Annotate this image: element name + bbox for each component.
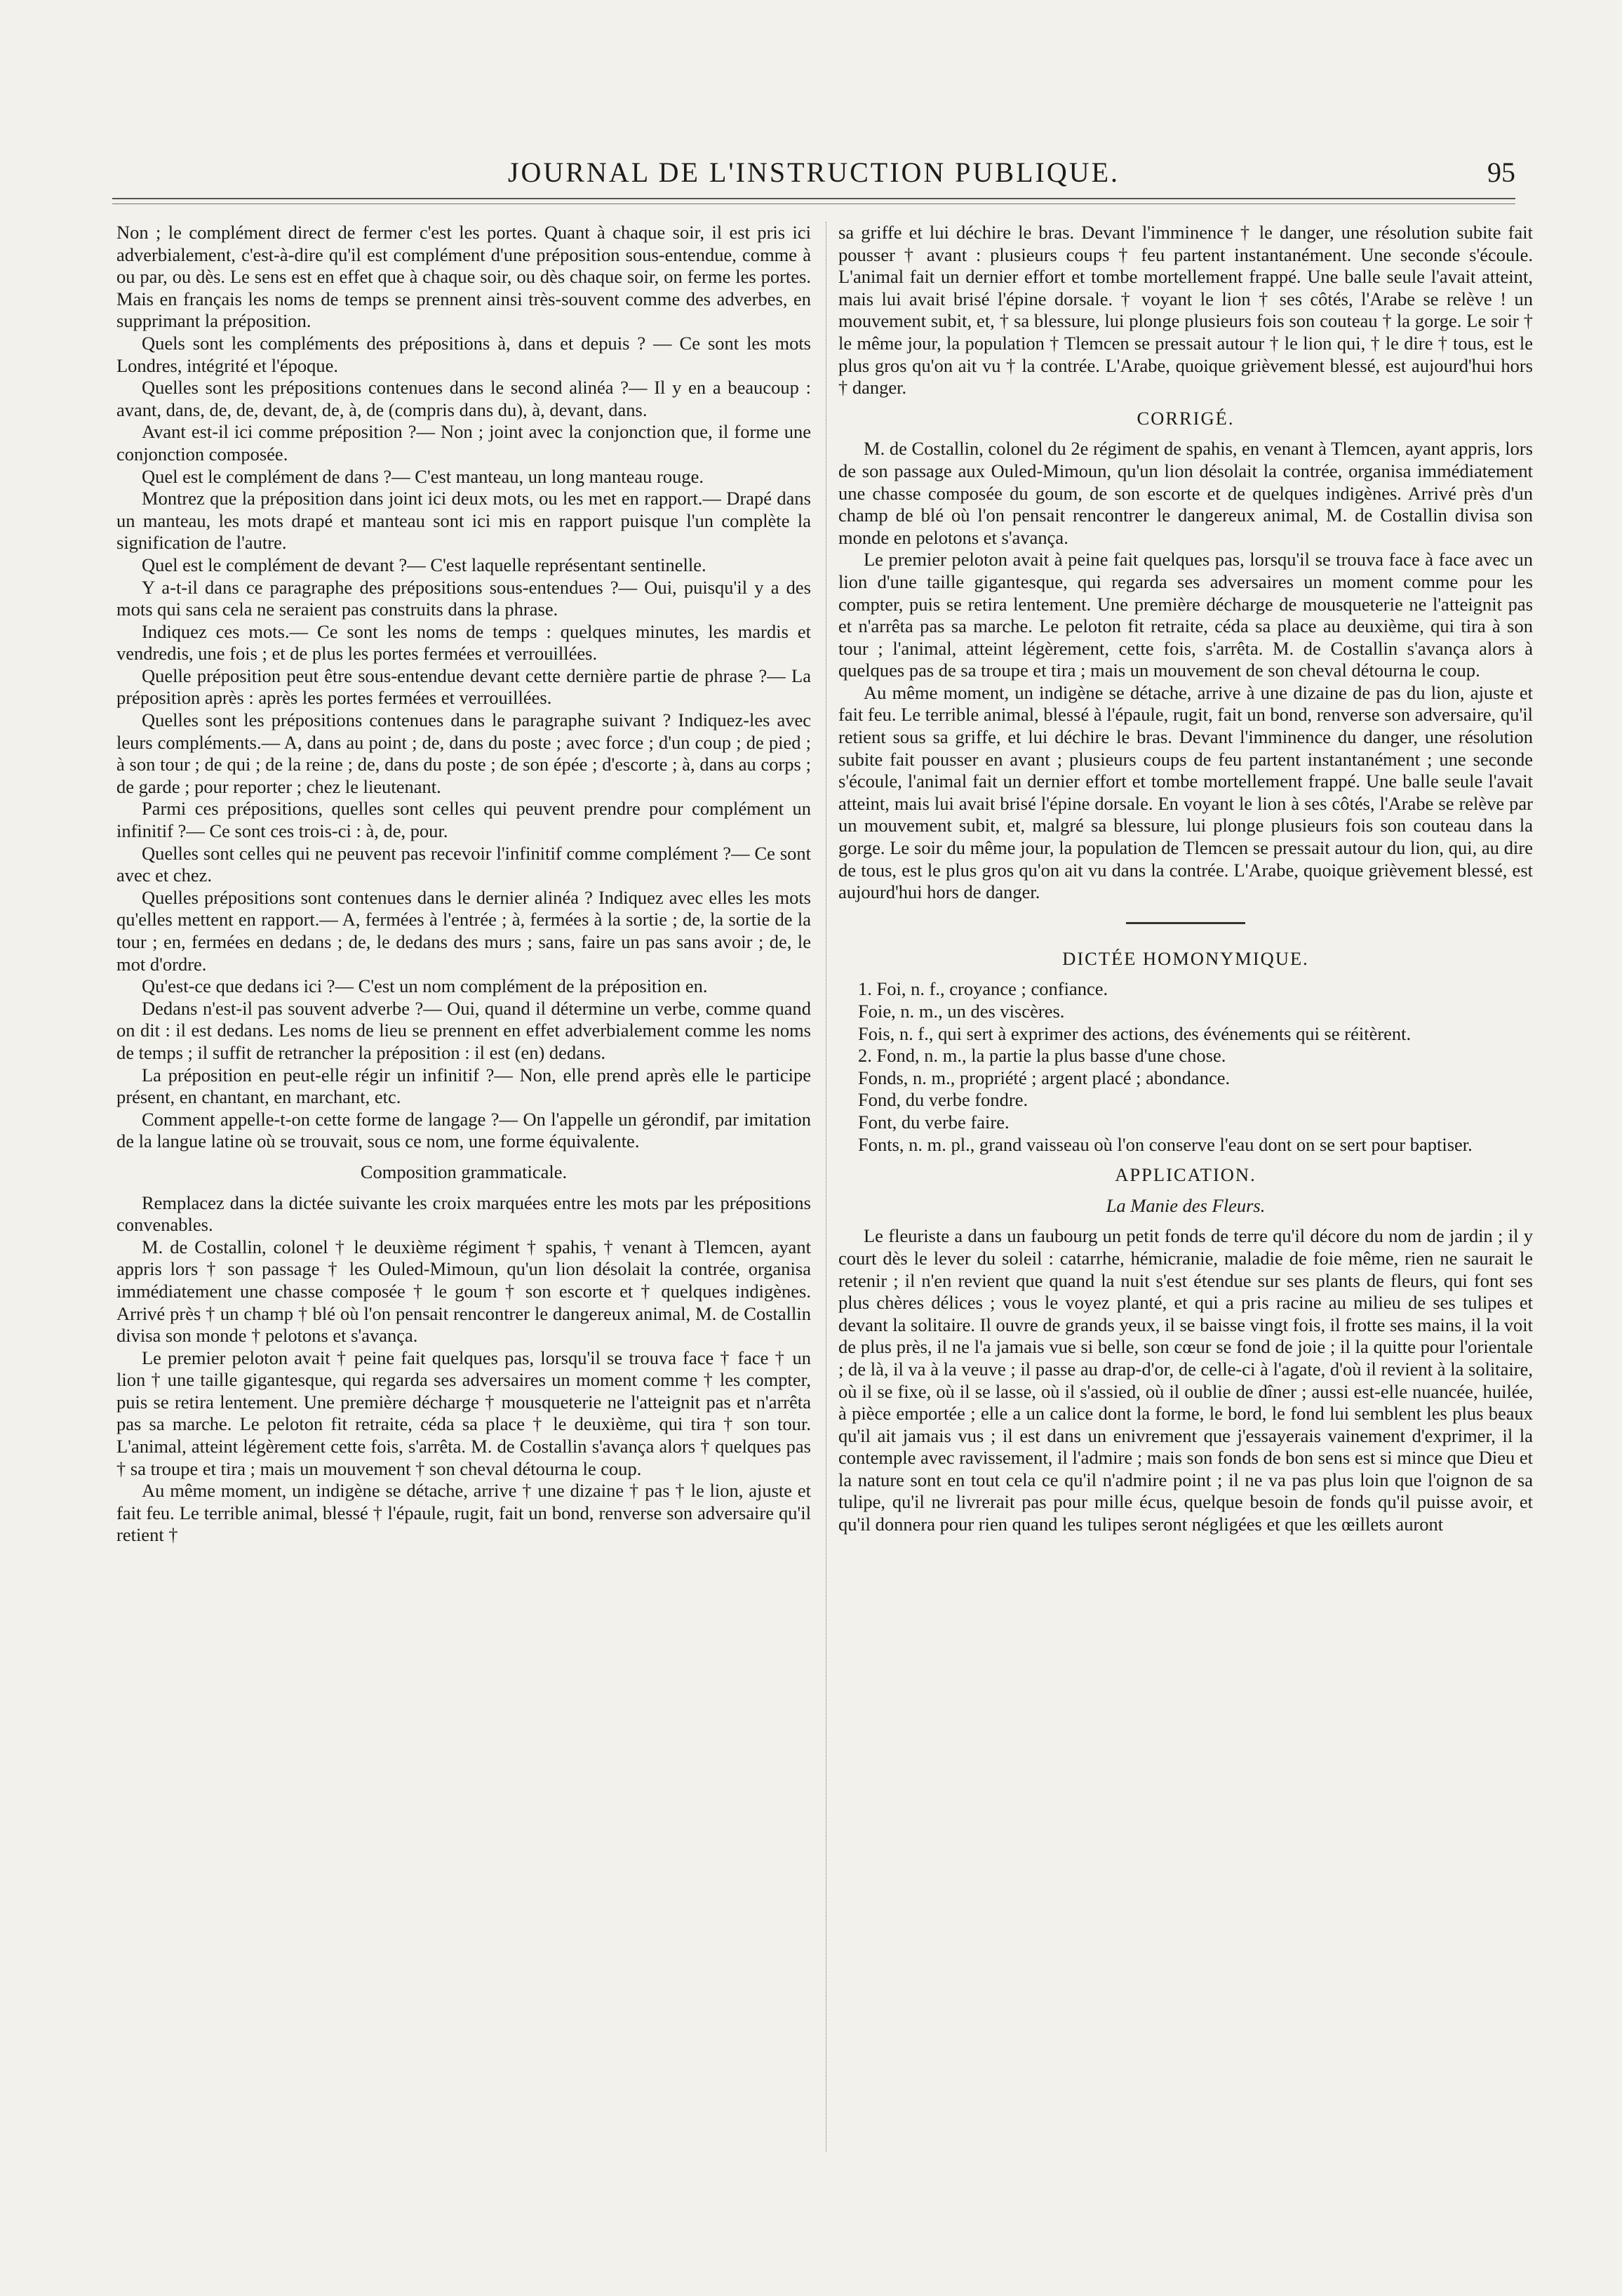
definition: Fond, du verbe fondre.	[858, 1089, 1028, 1111]
page-number: 95	[1487, 156, 1515, 188]
left-column	[116, 222, 811, 1547]
paragraph: Y a-t-il dans ce paragraphe des prépositions sous-entendues ?— Oui, puisqu'il y a des mots qui sans cela ne seraient pas construits dans la phrase.	[116, 576, 811, 620]
paragraph: Dedans n'est-il pas souvent adverbe ?— Oui, quand il détermine un verbe, comme quand on dit : il est dedans. Les noms de lieu se prennent en effet adverbialement comme les noms de temps ; il suffit de retrancher la préposition : il est (en) dedans.	[116, 997, 811, 1063]
paragraph: Quels sont les compléments des prépositions à, dans et depuis ? — Ce sont les mots Londres, intégrité et l'époque.	[116, 332, 811, 376]
paragraph: Quelle préposition peut être sous-entendue devant cette dernière partie de phrase ?— La préposition après : après les portes fermées et verrouillées.	[116, 665, 811, 709]
paragraph: Avant est-il ici comme préposition ?— Non ; joint avec la conjonction que, il forme une conjonction composée.	[116, 421, 811, 465]
section-heading: Composition grammaticale.	[360, 1161, 568, 1182]
paragraph: M. de Costallin, colonel du 2e régiment de spahis, en venant à Tlemcen, ayant appris, lors de son passage aux Ouled-Mimoun, qu'un lion désolait la contrée, organisa immédiatement une chasse composée du goum, de son escorte et de quelques indigènes. Arrivé près d'un champ de blé où l'on pensait rencontrer le dangereux animal, M. de Costallin divisa son monde en pelotons et s'avança.	[838, 438, 1533, 548]
paragraph: Remplacez dans la dictée suivante les croix marquées entre les mots par les prépositions convenables.	[116, 1192, 811, 1236]
paragraph: Le premier peloton avait à peine fait quelques pas, lorsqu'il se trouva face à face avec un lion d'une taille gigantesque, qui regarda ses adversaires un moment comme pour les compter, puis se retira lentement. Une première décharge de mousqueterie ne l'atteignit pas et n'arrêta pas sa marche. Le peloton fit retraite, céda sa place au deuxième, qui tira à son tour ; l'animal, atteint légèrement, cette fois, s'arrêta. M. de Costallin s'avança alors à quelques pas de sa troupe et tira ; mais un mouvement de son cheval détourna le coup.	[838, 549, 1533, 681]
section-divider	[1126, 922, 1245, 924]
journal-title: JOURNAL DE L'INSTRUCTION PUBLIQUE.	[507, 156, 1120, 188]
paragraph: Indiquez ces mots.— Ce sont les noms de temps : quelques minutes, les mardis et vendredis, une fois ; et de plus les portes fermées et verrouillées.	[116, 620, 811, 665]
paragraph: Non ; le complément direct de fermer c'est les portes. Quant à chaque soir, il est pris ici adverbialement, c'est-à-dire qu'il est complément d'une préposition sous-entendue, comme à ou par, ou dès. Le sens est en effet que à chaque soir, ou dès chaque soir, on ferme les portes. Mais en français les noms de temps se prennent ainsi très-souvent comme des adverbes, en supprimant la préposition.	[116, 222, 811, 332]
header-rule-thin	[112, 203, 1515, 204]
paragraph: Au même moment, un indigène se détache, arrive † une dizaine † pas † le lion, ajuste et fait feu. Le terrible animal, blessé † l'épaule, rugit, fait un bond, renverse son adversaire qu'il retient †	[116, 1480, 811, 1546]
definition: Fonts, n. m. pl., grand vaisseau où l'on conserve l'eau dont on se sert pour baptiser.	[858, 1133, 1473, 1155]
paragraph: Qu'est-ce que dedans ici ?— C'est un nom complément de la préposition en.	[142, 975, 708, 997]
paragraph: Au même moment, un indigène se détache, arrive à une dizaine de pas du lion, ajuste et fait feu. Le terrible animal, blessé à l'épaule, rugit, fait un bond, renverse son adversaire, qu'il retient sous sa griffe, et lui déchire le bras. Devant l'imminence du danger, une résolution subite fait pousser en avant ; plusieurs coups de feu partent instantanément ; une seconde s'écoule, l'animal fait un dernier effort et tombe mortellement frappé. Une balle seule l'avait atteint, mais lui avait brisé l'épine dorsale. En voyant le lion à ses côtés, l'Arabe se relève par un mouvement subit, et, malgré sa blessure, lui plonge plusieurs fois son couteau dans la gorge. Le soir du même jour, la population de Tlemcen se pressait autour du lion, qui, au dire de tous, est le plus gros qu'on ait vu dans la contrée. L'Arabe, quoique grièvement blessé, est aujourd'hui hors de danger.	[838, 681, 1533, 903]
definition: Fonds, n. m., propriété ; argent placé ; abondance.	[858, 1067, 1231, 1088]
right-column	[838, 222, 1533, 1536]
paragraph: Quel est le complément de devant ?— C'est laquelle représentant sentinelle.	[142, 554, 706, 575]
paragraph: Quelles sont celles qui ne peuvent pas recevoir l'infinitif comme complément ?— Ce sont avec et chez.	[116, 842, 811, 886]
definition: 1. Foi, n. f., croyance ; confiance.	[858, 978, 1108, 1000]
paragraph: M. de Costallin, colonel † le deuxième régiment † spahis, † venant à Tlemcen, ayant appris lors † son passage † les Ouled-Mimoun, qu'un lion désolait la contrée, organisa immédiatement une chasse composée † le goum † son escorte et † quelques indigènes. Arrivé près † un champ † blé où l'on pensait rencontrer le dangereux animal, M. de Costallin divisa son monde † pelotons et s'avança.	[116, 1236, 811, 1347]
subheading: La Manie des Fleurs.	[1106, 1194, 1266, 1216]
paragraph: Le fleuriste a dans un faubourg un petit fonds de terre qu'il décore du nom de jardin ; il y court dès le lever du soleil : catarrhe, hémicranie, maladie de foie même, rien ne saurait le retenir ; il n'en revient que quand la nuit s'est étendue sur ses plants de fleurs, qui font ses plus chères délices ; vous le voyez planté, et qui a pris racine au milieu de ses tulipes et devant la solitaire. Il ouvre de grands yeux, il se baisse vingt fois, il frotte ses mains, il la voit de plus près, il ne l'a jamais vue si belle, son cœur se fond de joie ; il la quitte pour l'orientale ; de là, il va à la veuve ; il passe au drap-d'or, de celle-ci à l'agate, d'où il revient à la solitaire, où il se fixe, où il se lasse, où il s'assied, où il oublie de dîner ; aussi est-elle nuancée, huilée, à pièce emportée ; elle a un calice dont la forme, le bord, le fond lui semblent les plus beaux qu'il ait jamais vus ; il est dans un enivrement que j'essayerais vainement d'exprimer, il la contemple avec ravissement, il l'admire ; mais son fonds de bon sens est si mince que Dieu et la nature sont en tout cela ce qu'il n'admire point ; il ne va pas plus loin que l'oignon de sa tulipe, qu'il ne livrerait pas pour mille écus, quelque besoin de fonds qu'il puisse avoir, et qu'il donnera pour rien quand les tulipes seront négligées et que les œillets auront	[838, 1225, 1533, 1535]
paragraph: Quelles sont les prépositions contenues dans le paragraphe suivant ? Indiquez-les avec leurs compléments.— A, dans au point ; de, dans du poste ; avec force ; d'un coup ; de pied ; à son tour ; de qui ; de la reine ; de, dans du poste ; de son épée ; d'escorte ; à, dans au corps ; de garde ; pour reporter ; chez le lieutenant.	[116, 709, 811, 797]
definition: Font, du verbe faire.	[858, 1111, 1010, 1133]
paragraph: Quel est le complément de dans ?— C'est manteau, un long manteau rouge.	[142, 465, 704, 487]
paragraph: Quelles sont les prépositions contenues dans le second alinéa ?— Il y en a beaucoup : avant, dans, de, de, devant, de, à, de (compris dans du), à, devant, dans.	[116, 377, 811, 420]
paragraph: Montrez que la préposition dans joint ici deux mots, ou les met en rapport.— Drapé dans un manteau, les mots drapé et manteau sont ici mis en rapport puisque l'un complète la signification de l'autre.	[116, 488, 811, 554]
paragraph: La préposition en peut-elle régir un infinitif ?— Non, elle prend après elle le participe présent, en chantant, en marchant, etc.	[116, 1064, 811, 1108]
section-heading: APPLICATION.	[1115, 1164, 1256, 1186]
paragraph: Parmi ces prépositions, quelles sont celles qui peuvent prendre pour complément un infinitif ?— Ce sont ces trois-ci : à, de, pour.	[116, 798, 811, 842]
section-heading: CORRIGÉ.	[1137, 407, 1235, 429]
paragraph: Le premier peloton avait † peine fait quelques pas, lorsqu'il se trouva face † face † un lion † une taille gigantesque, qui regarda ses adversaires un moment comme † les compter, puis se retira lentement. Une première décharge † mousqueterie ne l'atteignit pas et n'arrêta pas sa marche. Le peloton fit retraite, céda sa place † le deuxième, qui tira † son tour. L'animal, atteint légèrement cette fois, s'arrêta. M. de Costallin s'avança alors † quelques pas † sa troupe et tira ; mais un mouvement † son cheval détourna le coup.	[116, 1347, 811, 1479]
definition: Fois, n. f., qui sert à exprimer des actions, des événements qui se réitèrent.	[858, 1022, 1412, 1044]
paragraph: sa griffe et lui déchire le bras. Devant l'imminence † le danger, une résolution subite fait pousser † avant : plusieurs coups † feu partent instantanément. Une seconde s'écoule. L'animal fait un dernier effort et tombe mortellement frappé. Une balle seule l'avait atteint, mais lui avait brisé l'épine dorsale. † voyant le lion † ses côtés, l'Arabe se relève ! un mouvement subit, et, † sa blessure, lui plonge plusieurs fois son couteau † la gorge. Le soir † le même jour, la population † Tlemcen se pressait autour † le lion qui, † le dire † tous, est le plus gros qu'on ait vu † la contrée. L'Arabe, quoique grièvement blessé, est aujourd'hui hors † danger.	[838, 222, 1533, 399]
definition: 2. Fond, n. m., la partie la plus basse d'une chose.	[858, 1045, 1226, 1067]
section-heading: DICTÉE HOMONYMIQUE.	[1062, 947, 1309, 969]
header-rule	[112, 198, 1515, 199]
paragraph: Quelles prépositions sont contenues dans le dernier alinéa ? Indiquez avec elles les mots qu'elles mettent en rapport.— A, fermées à l'entrée ; à, fermées à la sortie ; de, la sortie de la tour ; en, fermées en dedans ; de, le dedans des murs ; sans, faire un pas sans avoir ; de, le mot d'ordre.	[116, 886, 811, 975]
definition: Foie, n. m., un des viscères.	[858, 1001, 1065, 1022]
paragraph: Comment appelle-t-on cette forme de langage ?— On l'appelle un gérondif, par imitation de la langue latine où se trouvait, sous ce nom, une forme équivalente.	[116, 1108, 811, 1152]
